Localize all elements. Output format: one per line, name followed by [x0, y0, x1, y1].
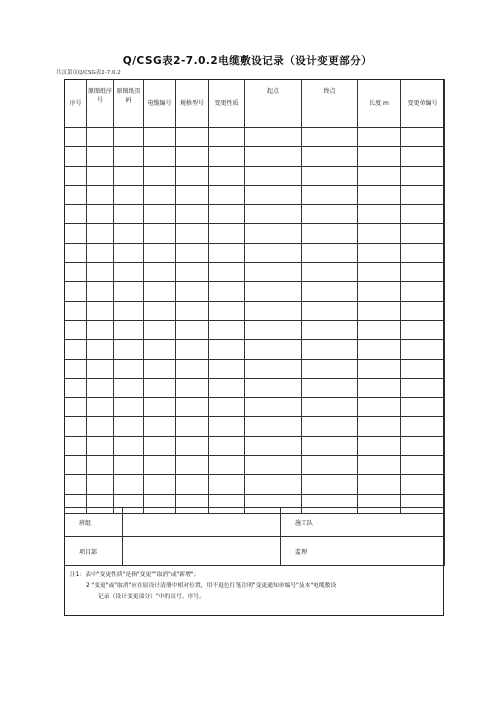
header-change-type: 变更性质: [209, 80, 245, 128]
page-reference: 共页第页Q/CSG表2-7.0.2: [56, 70, 121, 76]
outer-frame: [64, 79, 444, 616]
header-end: 终点: [302, 80, 358, 128]
document-title: Q/CSG表2-7.0.2电缆敷设记录（设计变更部分）: [122, 55, 373, 67]
supervisor-label: 监理: [281, 537, 445, 566]
header-orig-serial: 原图纸序号: [87, 80, 114, 128]
header-spec: 规格型号: [176, 80, 209, 128]
header-cable-id: 电缆编号: [144, 80, 176, 128]
header-length: 长度 m: [358, 80, 401, 128]
header-change-order: 变更单编号: [401, 80, 445, 128]
project-dept-label: 项目部: [65, 537, 123, 566]
header-start: 起点: [245, 80, 302, 128]
header-orig-page: 原图纸页码: [114, 80, 144, 128]
note-line: 2 "变更"或"取消"应在原设计清册中相对位置，用不退色红笔注明"变更通知单编号"及本"电缆敷设: [86, 583, 337, 589]
note-line: 记录（设计变更部分）"中的页号、序号。: [98, 594, 206, 600]
construction-team-label: 施工队: [281, 508, 445, 537]
team-label: 班组: [65, 508, 123, 537]
note-line: 注1：表中"变更性质"是指"变更""取消"或"新增"；: [70, 572, 200, 578]
header-serial: 序号: [65, 80, 87, 128]
